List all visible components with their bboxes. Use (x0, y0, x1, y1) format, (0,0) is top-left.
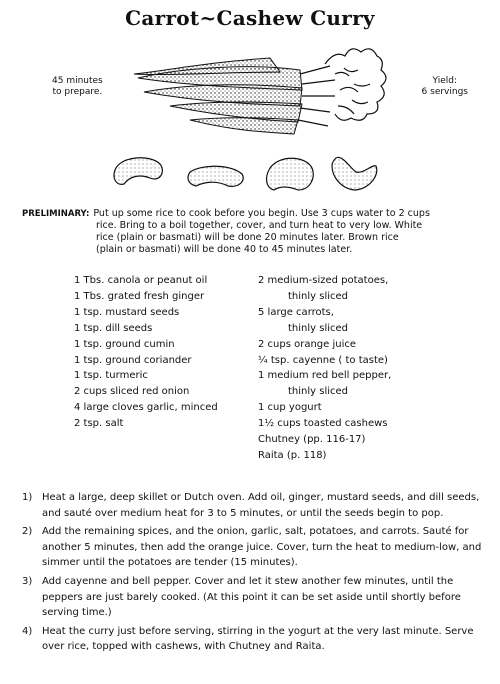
ingredient: 2 tsp. salt (74, 418, 124, 430)
ingredient: 2 medium-sized potatoes, (258, 275, 389, 286)
step-text: Heat a large, deep skillet or Dutch oven. Add oil, ginger, mustard seeds, and dill seeds, and sauté over medium heat for 3 to 5 minutes, or until the seeds begin to pop. (42, 492, 480, 519)
ingredient-continued: thinly sliced (288, 290, 349, 302)
instruction-step (22, 574, 484, 621)
step-number: 3) (22, 575, 33, 587)
preliminary-line1: Put up some rice to cook before you begin. Use 3 cups water to 2 cups (93, 208, 430, 219)
ingredients-left-column (74, 273, 274, 432)
ingredient-continued: thinly sliced (288, 386, 349, 398)
ingredient: 1 Tbs. grated fresh ginger (74, 290, 205, 302)
step-text: Heat the curry just before serving, stirring in the yogurt at the very last minute. Serve over rice, topped with cashews, with Chutney and Raita. (42, 625, 474, 653)
ingredient: 1 tsp. dill seeds (74, 322, 153, 334)
yield-line2: 6 servings (421, 87, 468, 97)
ingredient: 5 large carrots, (258, 306, 334, 318)
ingredient: Chutney (pp. 116-17) (258, 434, 366, 446)
preliminary-label: PRELIMINARY: (22, 209, 90, 219)
ingredient: 1 cup yogurt (258, 402, 322, 414)
ingredient: 2 cups orange juice (258, 338, 357, 350)
ingredient: 1 medium red bell pepper, (258, 370, 392, 382)
step-number: 4) (22, 625, 33, 637)
ingredient: 1 tsp. mustard seeds (74, 306, 180, 318)
recipe-title: Carrot~Cashew Curry (125, 6, 375, 30)
ingredient-continued: thinly sliced (288, 322, 349, 334)
cashew-1 (114, 158, 162, 185)
step-text: Add the remaining spices, and the onion, garlic, salt, potatoes, and carrots. Sauté for another 5 minutes, then add the orange juice. Cover, turn the heat to medium-low, and simmer until the potatoes are tender (15 minutes). (42, 526, 482, 569)
preliminary-line4: (plain or basmati) will be done 40 to 45 minutes later. (96, 244, 353, 255)
cashew-4 (332, 157, 377, 190)
step-number: 2) (22, 526, 33, 538)
instructions (22, 490, 484, 658)
carrot-bunch-illustration (130, 44, 390, 144)
step-text: Add cayenne and bell pepper. Cover and let it stew another few minutes, until the peppers are just barely cooked. (At this point it can be set aside until shortly before serving time.) (42, 575, 461, 619)
yield (422, 76, 468, 98)
step-number: 1) (22, 492, 33, 503)
ingredient: ¼ tsp. cayenne ( to taste) (258, 354, 388, 366)
ingredient: 1 tsp. turmeric (74, 370, 148, 382)
cashew-3 (267, 158, 314, 190)
ingredient: 2 cups sliced red onion (74, 386, 190, 398)
yield-line1: Yield: (432, 76, 457, 86)
ingredient: 1 Tbs. canola or peanut oil (74, 275, 208, 286)
prep-time-line1: 45 minutes (52, 76, 103, 86)
ingredient: 1½ cups toasted cashews (258, 418, 388, 430)
ingredient: 1 tsp. ground coriander (74, 354, 192, 366)
preliminary-line3: rice (plain or basmati) will be done 20 minutes later. Brown rice (96, 232, 399, 243)
ingredient: 1 tsp. ground cumin (74, 338, 175, 350)
ingredient: 4 large cloves garlic, minced (74, 402, 218, 414)
cashew-2 (188, 166, 243, 186)
prep-time-line2: to prepare. (52, 87, 103, 97)
prep-time (52, 76, 103, 98)
ingredient: Raita (p. 118) (258, 449, 327, 461)
instruction-step (22, 524, 484, 571)
ingredients-right-column (258, 273, 488, 464)
instruction-step (22, 624, 484, 655)
cashews-illustration (110, 150, 380, 200)
instruction-step (22, 490, 484, 521)
preliminary-line2: rice. Bring to a boil together, cover, and turn heat to very low. White (96, 220, 423, 231)
preliminary-note (22, 208, 484, 256)
